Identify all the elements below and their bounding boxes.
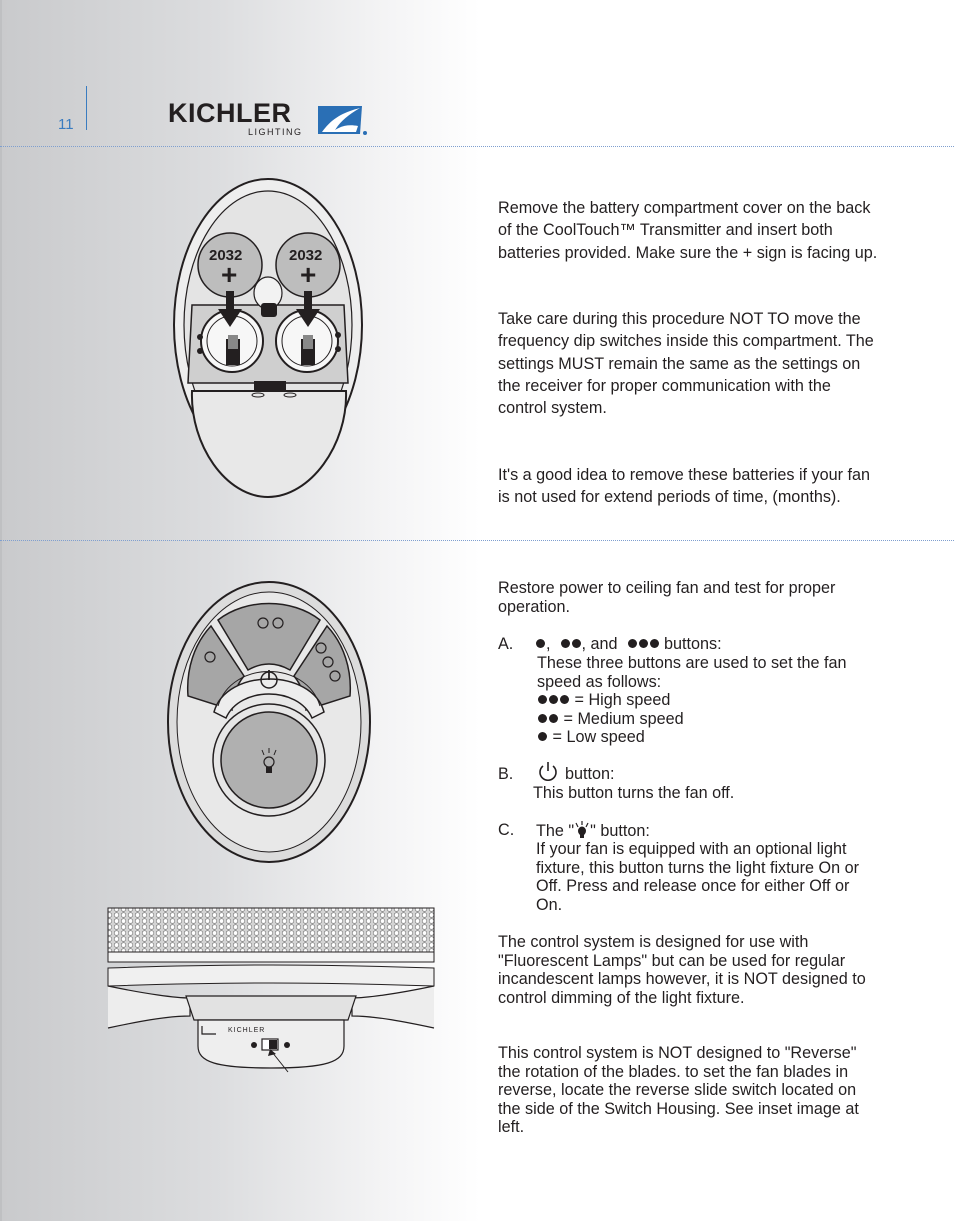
speed-low-row: = Low speed [537, 728, 645, 747]
divider-top [0, 146, 954, 147]
logo-k-icon [316, 104, 368, 136]
battery-left-plus: + [221, 259, 238, 290]
item-b-heading: button: [565, 765, 615, 783]
item-c-description: If your fan is equipped with an optional light fixture, this button turns the light fixture On or Off. Press and release once for either Off or On. [536, 840, 860, 914]
kichler-logo [168, 98, 368, 138]
remote-control-illustration [166, 578, 372, 868]
item-b-description: This button turns the fan off. [533, 784, 735, 802]
switch-housing-illustration [106, 906, 436, 1076]
header-rule [86, 86, 87, 130]
fluorescent-lamps-paragraph: The control system is designed for use with "Fluorescent Lamps" but can be used for regular incandescent lamps however, it is NOT designed to control dimming of the light fixture. [498, 933, 866, 1007]
item-a-description: These three buttons are used to set the fan speed as follows: [537, 654, 847, 691]
battery-instruction-paragraph: Remove the battery compartment cover on the back of the CoolTouch™ Transmitter and insert both batteries provided. Make sure the + sign is facing up. [498, 199, 878, 262]
item-c-letter: C. [498, 821, 515, 839]
two-dot-icon [561, 639, 570, 648]
housing-brand-label: KICHLER [228, 1027, 266, 1034]
divider-middle [0, 540, 954, 541]
logo-subtitle: LIGHTING [248, 127, 303, 137]
speed-medium-row: = Medium speed [537, 710, 684, 729]
page-number: 11 [58, 116, 74, 133]
battery-right-label: 2032 [289, 247, 323, 264]
one-dot-icon [536, 639, 545, 648]
restore-power-paragraph: Restore power to ceiling fan and test for proper operation. [498, 579, 836, 616]
three-dot-icon [628, 639, 637, 648]
left-border [0, 0, 2, 1221]
power-icon [536, 761, 560, 783]
battery-compartment-illustration [170, 175, 370, 505]
logo-wordmark: KICHLER [168, 98, 292, 128]
battery-right-plus: + [300, 259, 317, 290]
light-bulb-icon [574, 821, 590, 839]
speed-high-row: = High speed [537, 691, 670, 710]
item-b-letter: B. [498, 765, 514, 783]
dip-switch-warning-paragraph: Take care during this procedure NOT TO move the frequency dip switches inside this compartment. The settings MUST remain the same as the settings on the receiver for proper communication with the control system. [498, 310, 874, 418]
item-c-heading: The " " button: [536, 822, 650, 840]
battery-left-label: 2032 [209, 247, 243, 264]
item-a-letter: A. [498, 635, 514, 653]
item-a-heading: , , and buttons: [535, 635, 722, 654]
battery-removal-paragraph: It's a good idea to remove these batteries if your fan is not used for extend periods of time, (months). [498, 466, 871, 507]
reverse-rotation-paragraph: This control system is NOT designed to "Reverse" the rotation of the blades. to set the fan blades in reverse, locate the reverse slide switch located on the side of the Switch Housing. See inset image at left. [498, 1044, 859, 1137]
